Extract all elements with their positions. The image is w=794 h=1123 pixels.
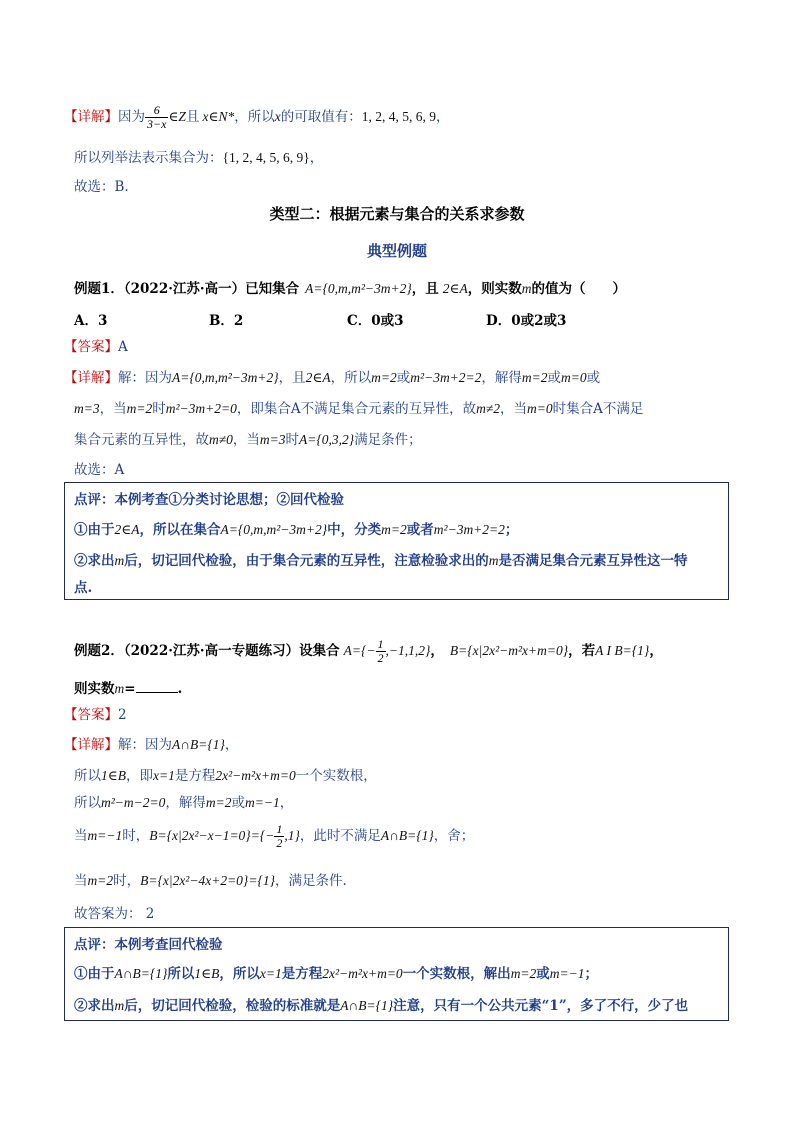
- ex1-choose: 故选：A: [74, 462, 125, 478]
- comment-2-row-1: ①由于A∩B={1}所以1∈B，所以x=1是方程2x²−m²x+m=0一个实数根，解出m=2或m=−1；: [74, 966, 599, 982]
- answer-line-1: 【答案】A: [64, 339, 128, 355]
- choose-line: 故选：B.: [74, 179, 129, 195]
- option-d: D．0或2或3: [486, 313, 567, 329]
- option-c: C．0或3: [347, 313, 404, 329]
- comment-2-title: 点评：本例考查回代检验: [74, 937, 223, 953]
- section-heading: 类型二：根据元素与集合的关系求参数: [269, 205, 525, 223]
- detail-tag: 【详解】: [64, 109, 118, 125]
- detail-line-2: 所以列举法表示集合为：{1, 2, 4, 5, 6, 9}，: [74, 150, 324, 166]
- ex2-detail-4: 当m=−1时，B={x|2x²−x−1=0}={− $\frac{1}{2}$ ,1}，此时不满足A∩B={1}，舍；: [74, 822, 475, 850]
- detail-line-1: 【详解】因为 $\frac{6}{3-x}$ ∈Z且 x∈N*，所以x的可取值有：1, 2, 4, 5, 6, 9，: [64, 103, 450, 131]
- answer-blank[interactable]: [136, 680, 178, 693]
- ex2-detail-5: 当m=2时，B={x|2x²−4x+2=0}={1}，满足条件.: [74, 873, 347, 889]
- comment-1-row-1: ①由于2∈A，所以在集合A={0,m,m²−3m+2}中，分类m=2或者m²−3m+2=2；: [74, 522, 519, 538]
- ex1-detail-line-3: 集合元素的互异性，故m≠0，当m=3时A={0,3,2}满足条件；: [74, 432, 422, 448]
- ex2-detail-6: 故答案为： 2: [74, 906, 155, 922]
- answer-line-2: 【答案】2: [64, 707, 127, 723]
- ex1-detail-line-2: m=3，当m=2时m²−3m+2=0，即集合A不满足集合元素的互异性，故m≠2，当m=0时集合A不满足: [74, 401, 644, 417]
- example2-line-2: 则实数m= .: [74, 681, 183, 697]
- example2-question: 例题2．（2022·江苏·高一专题练习）设集合 A={− $\frac{1}{2}$ ,−1,1,2}， B={x|2x²−m²x+m=0}，若A I B={1}，: [74, 637, 663, 665]
- comment-2-row-2: ②求出m后，切记回代检验，检验的标准就是A∩B={1}注意，只有一个公共元素“1”，多了不行，少了也: [74, 998, 689, 1014]
- comment-1-row-3: 点.: [74, 580, 93, 596]
- ex1-detail-line-1: 【详解】解：因为A={0,m,m²−3m+2}，且2∈A，所以m=2或m²−3m+2=2，解得m=2或m=0或: [64, 370, 601, 386]
- ex2-detail-2: 所以1∈B，即x=1是方程2x²−m²x+m=0一个实数根，: [74, 768, 377, 784]
- option-a: A．3: [74, 313, 108, 329]
- fraction: $\frac{6}{3-x}$: [147, 103, 167, 131]
- comment-1-row-2: ②求出m后，切记回代检验，由于集合元素的互异性，注意检验求出的m是否满足集合元素互异性这一特: [74, 553, 688, 569]
- ex2-detail-1: 【详解】解：因为A∩B={1}，: [64, 737, 239, 753]
- option-b: B．2: [209, 313, 244, 329]
- sub-heading: 典型例题: [366, 242, 427, 260]
- ex2-detail-3: 所以m²−m−2=0，解得m=2或m=−1，: [74, 795, 294, 811]
- example1-question: 例题1．（2022·江苏·高一）已知集合 A={0,m,m²−3m+2}，且 2∈A，则实数m的值为（ ）: [74, 281, 627, 297]
- comment-1-title: 点评：本例考查①分类讨论思想；②回代检验: [74, 492, 344, 508]
